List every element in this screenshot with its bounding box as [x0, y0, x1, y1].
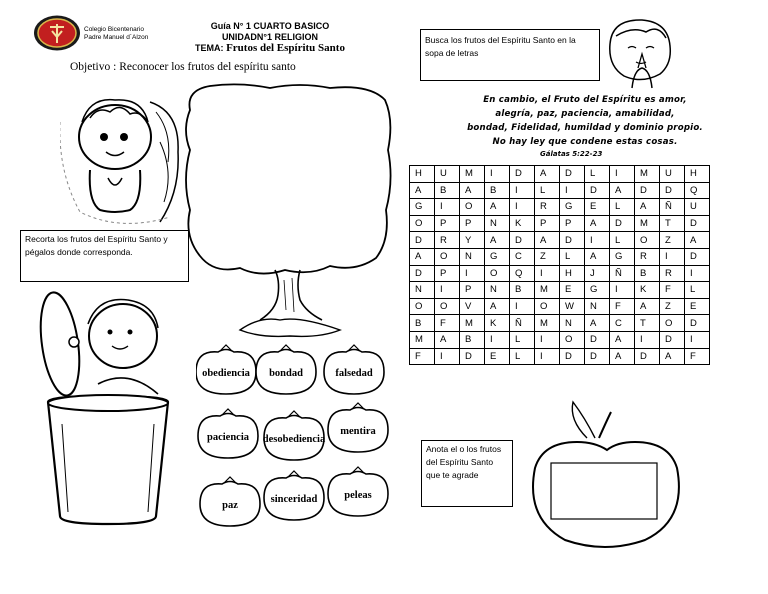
fruit-label: paz: [222, 500, 238, 511]
wordsearch-cell: R: [635, 248, 660, 265]
wordsearch-row: [410, 282, 710, 299]
wordsearch-cell: I: [560, 182, 585, 199]
wordsearch-cell: I: [610, 166, 635, 183]
wordsearch-cell: O: [435, 298, 460, 315]
wordsearch-cell: E: [585, 199, 610, 216]
write-instruction: Anota el o los frutos del Espíritu Santo que te agrade: [421, 440, 513, 507]
wordsearch-cell: A: [610, 331, 635, 348]
fruit-card[interactable]: [200, 477, 260, 526]
fruit-card[interactable]: [328, 467, 388, 516]
wordsearch-cell: N: [410, 282, 435, 299]
wordsearch-row: [410, 298, 710, 315]
wordsearch-cell: L: [610, 232, 635, 249]
wordsearch-cell: I: [510, 199, 535, 216]
wordsearch-cell: H: [685, 166, 710, 183]
wordsearch-cell: D: [510, 166, 535, 183]
wordsearch-cell: F: [685, 348, 710, 365]
wordsearch-cell: I: [435, 348, 460, 365]
wordsearch-cell: I: [635, 331, 660, 348]
wordsearch-cell: Z: [660, 232, 685, 249]
wordsearch-cell: D: [685, 315, 710, 332]
wordsearch-cell: D: [510, 232, 535, 249]
wordsearch-cell: M: [460, 166, 485, 183]
wordsearch-cell: A: [685, 232, 710, 249]
wordsearch-cell: G: [585, 282, 610, 299]
wordsearch-row: [410, 265, 710, 282]
praying-child-illustration: [602, 14, 680, 95]
wordsearch-cell: L: [685, 282, 710, 299]
fruit-card[interactable]: [263, 411, 326, 460]
wordsearch-cell: B: [460, 331, 485, 348]
wordsearch-cell: O: [660, 315, 685, 332]
fruit-card[interactable]: [328, 403, 388, 452]
worksheet-header: [150, 21, 390, 54]
wordsearch-cell: B: [435, 182, 460, 199]
wordsearch-cell: E: [485, 348, 510, 365]
wordsearch-cell: F: [610, 298, 635, 315]
objective-text: Objetivo : Reconocer los frutos del espíritu santo: [70, 61, 296, 73]
wordsearch-row: [410, 248, 710, 265]
fruit-card[interactable]: [264, 471, 324, 520]
wordsearch-cell: D: [660, 331, 685, 348]
wordsearch-grid: [409, 165, 710, 365]
wordsearch-cell: M: [535, 282, 560, 299]
wordsearch-cell: I: [685, 265, 710, 282]
tree-illustration: [180, 80, 400, 350]
wordsearch-cell: N: [460, 248, 485, 265]
verse-reference: Gálatas 5:22-23: [540, 150, 603, 158]
fruit-card[interactable]: [256, 345, 316, 394]
wordsearch-cell: I: [435, 199, 460, 216]
wordsearch-cell: G: [560, 199, 585, 216]
wordsearch-cell: A: [610, 348, 635, 365]
wordsearch-cell: A: [585, 215, 610, 232]
wordsearch-cell: D: [635, 182, 660, 199]
cut-paste-instruction: Recorta los frutos del Espíritu Santo y pégalos donde corresponda.: [20, 230, 189, 282]
wordsearch-cell: I: [610, 282, 635, 299]
wordsearch-cell: L: [510, 348, 535, 365]
wordsearch-cell: H: [560, 265, 585, 282]
school-logo: [33, 14, 81, 52]
wordsearch-cell: L: [535, 182, 560, 199]
wordsearch-cell: O: [410, 215, 435, 232]
wordsearch-cell: N: [585, 298, 610, 315]
fruit-label: obediencia: [202, 368, 250, 379]
wordsearch-cell: O: [635, 232, 660, 249]
wordsearch-cell: R: [660, 265, 685, 282]
wordsearch-cell: J: [585, 265, 610, 282]
wordsearch-row: [410, 182, 710, 199]
wordsearch-cell: O: [560, 331, 585, 348]
wordsearch-cell: R: [535, 199, 560, 216]
wordsearch-cell: O: [460, 199, 485, 216]
wordsearch-cell: I: [435, 282, 460, 299]
wordsearch-cell: N: [560, 315, 585, 332]
fruit-label: mentira: [340, 426, 376, 437]
wordsearch-cell: O: [535, 298, 560, 315]
wordsearch-cell: Ñ: [610, 265, 635, 282]
wordsearch-cell: P: [460, 215, 485, 232]
wordsearch-cell: U: [660, 166, 685, 183]
wordsearch-cell: R: [435, 232, 460, 249]
wordsearch-cell: I: [535, 265, 560, 282]
fruit-label: sinceridad: [270, 494, 318, 505]
wordsearch-cell: H: [410, 166, 435, 183]
wordsearch-cell: I: [485, 166, 510, 183]
wordsearch-cell: G: [410, 199, 435, 216]
wordsearch-cell: D: [410, 265, 435, 282]
wordsearch-cell: D: [635, 348, 660, 365]
wordsearch-cell: I: [485, 331, 510, 348]
wordsearch-cell: Z: [535, 248, 560, 265]
wordsearch-cell: D: [585, 182, 610, 199]
fruit-card[interactable]: [198, 409, 258, 458]
wordsearch-row: [410, 166, 710, 183]
wordsearch-cell: Ñ: [510, 315, 535, 332]
wordsearch-cell: L: [510, 331, 535, 348]
wordsearch-cell: Z: [660, 298, 685, 315]
wordsearch-cell: Y: [460, 232, 485, 249]
apple-writing-illustration: [525, 398, 690, 555]
wordsearch-cell: D: [685, 215, 710, 232]
wordsearch-cell: T: [660, 215, 685, 232]
fruit-cards-area: [196, 344, 396, 544]
wordsearch-cell: A: [410, 248, 435, 265]
wordsearch-cell: E: [560, 282, 585, 299]
wordsearch-cell: M: [410, 331, 435, 348]
wordsearch-row: [410, 315, 710, 332]
wordsearch-cell: D: [410, 232, 435, 249]
wordsearch-cell: N: [485, 282, 510, 299]
tema-line: TEMA: Frutos del Espíritu Santo: [195, 42, 345, 54]
school-name: Colegio Bicentenario Padre Manuel d´Alzon: [84, 26, 149, 41]
wordsearch-cell: O: [435, 248, 460, 265]
wordsearch-cell: I: [535, 331, 560, 348]
wordsearch-cell: E: [685, 298, 710, 315]
guide-title: Guía N° 1 CUARTO BASICO: [210, 21, 330, 31]
fruit-label: falsedad: [335, 368, 373, 379]
wordsearch-cell: K: [510, 215, 535, 232]
wordsearch-row: [410, 199, 710, 216]
wordsearch-cell: A: [410, 182, 435, 199]
wordsearch-cell: Q: [510, 265, 535, 282]
wordsearch-row: [410, 331, 710, 348]
wordsearch-cell: F: [435, 315, 460, 332]
wordsearch-cell: K: [635, 282, 660, 299]
wordsearch-cell: D: [585, 348, 610, 365]
wordsearch-cell: I: [585, 232, 610, 249]
wordsearch-cell: D: [460, 348, 485, 365]
wordsearch-cell: O: [485, 265, 510, 282]
wordsearch-cell: A: [585, 315, 610, 332]
wordsearch-cell: D: [610, 215, 635, 232]
wordsearch-cell: M: [535, 315, 560, 332]
wordsearch-cell: Ñ: [660, 199, 685, 216]
boy-trash-can-illustration: [28, 284, 178, 534]
wordsearch-cell: A: [485, 232, 510, 249]
wordsearch-cell: I: [685, 331, 710, 348]
wordsearch-cell: D: [560, 166, 585, 183]
wordsearch-cell: B: [410, 315, 435, 332]
wordsearch-cell: P: [435, 265, 460, 282]
wordsearch-cell: L: [560, 248, 585, 265]
wordsearch-cell: A: [660, 348, 685, 365]
wordsearch-cell: I: [660, 248, 685, 265]
wordsearch-cell: N: [485, 215, 510, 232]
fruit-label: peleas: [344, 490, 372, 501]
unit-title: UNIDADN°1 RELIGION: [221, 32, 319, 42]
wordsearch-cell: Q: [685, 182, 710, 199]
fruit-card[interactable]: [324, 345, 384, 394]
wordsearch-cell: O: [410, 298, 435, 315]
wordsearch-row: [410, 232, 710, 249]
wordsearch-cell: B: [510, 282, 535, 299]
wordsearch-cell: I: [460, 265, 485, 282]
wordsearch-cell: L: [610, 199, 635, 216]
wordsearch-cell: P: [560, 215, 585, 232]
wordsearch-cell: M: [635, 166, 660, 183]
wordsearch-cell: P: [460, 282, 485, 299]
wordsearch-cell: A: [585, 248, 610, 265]
wordsearch-cell: A: [610, 182, 635, 199]
wordsearch-cell: A: [635, 298, 660, 315]
wordsearch-cell: A: [535, 232, 560, 249]
wordsearch-cell: V: [460, 298, 485, 315]
wordsearch-cell: C: [510, 248, 535, 265]
wordsearch-cell: A: [435, 331, 460, 348]
wordsearch-cell: L: [585, 166, 610, 183]
wordsearch-cell: B: [485, 182, 510, 199]
wordsearch-cell: A: [635, 199, 660, 216]
wordsearch-instruction: Busca los frutos del Espíritu Santo en la sopa de letras: [420, 29, 600, 81]
wordsearch-cell: F: [410, 348, 435, 365]
fruit-label: paciencia: [207, 432, 249, 443]
fruit-card[interactable]: [196, 345, 256, 394]
wordsearch-cell: D: [560, 232, 585, 249]
wordsearch-cell: B: [635, 265, 660, 282]
wordsearch-cell: D: [585, 331, 610, 348]
wordsearch-row: [410, 348, 710, 365]
wordsearch-cell: P: [535, 215, 560, 232]
wordsearch-cell: U: [685, 199, 710, 216]
wordsearch-cell: I: [510, 182, 535, 199]
wordsearch-cell: M: [635, 215, 660, 232]
wordsearch-cell: I: [510, 298, 535, 315]
wordsearch-cell: K: [485, 315, 510, 332]
wordsearch-cell: A: [535, 166, 560, 183]
wordsearch-cell: I: [535, 348, 560, 365]
wordsearch-cell: G: [610, 248, 635, 265]
wordsearch-cell: C: [610, 315, 635, 332]
wordsearch-cell: T: [635, 315, 660, 332]
answer-box: [551, 463, 657, 519]
fruit-label: desobediencia: [262, 434, 326, 445]
wordsearch-cell: F: [660, 282, 685, 299]
wordsearch-cell: M: [460, 315, 485, 332]
angel-illustration: [60, 82, 185, 237]
galatians-verse: En cambio, el Fruto del Espíritu es amor, alegría, paz, paciencia, amabilidad, bondad, Fidelidad, humildad y dominio propio. No hay ley que condene estas cosas.: [467, 95, 703, 147]
fruit-label: bondad: [269, 368, 303, 379]
wordsearch-cell: A: [460, 182, 485, 199]
wordsearch-cell: D: [685, 248, 710, 265]
wordsearch-cell: W: [560, 298, 585, 315]
wordsearch-cell: A: [485, 298, 510, 315]
wordsearch-cell: D: [560, 348, 585, 365]
wordsearch-row: [410, 215, 710, 232]
wordsearch-cell: U: [435, 166, 460, 183]
wordsearch-cell: P: [435, 215, 460, 232]
wordsearch-cell: D: [660, 182, 685, 199]
wordsearch-cell: A: [485, 199, 510, 216]
wordsearch-cell: G: [485, 248, 510, 265]
